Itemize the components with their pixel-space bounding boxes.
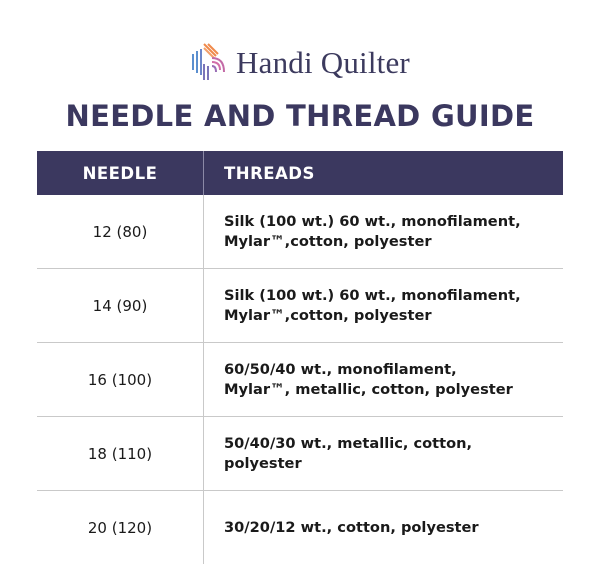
- threads-line: Mylar™, metallic, cotton, polyester: [224, 380, 513, 398]
- needle-size-cell: 12 (80): [37, 195, 204, 268]
- threads-line: Mylar™,cotton, polyester: [224, 232, 432, 250]
- threads-line: Silk (100 wt.) 60 wt., monofilament,: [224, 286, 521, 304]
- threads-line: 50/40/30 wt., metallic, cotton,: [224, 434, 473, 452]
- needle-size-cell: 20 (120): [37, 491, 204, 564]
- table-body: [37, 195, 563, 564]
- threads-line: 60/50/40 wt., monofilament,: [224, 360, 457, 378]
- threads-cell: [204, 343, 563, 416]
- page-title: NEEDLE AND THREAD GUIDE: [65, 99, 535, 133]
- table-row: [37, 195, 563, 269]
- table-row: [37, 417, 563, 491]
- striped-fan-icon: [190, 42, 230, 82]
- threads-cell: [204, 269, 563, 342]
- table-row: [37, 269, 563, 343]
- needle-size-cell: 16 (100): [37, 343, 204, 416]
- table-row: [37, 343, 563, 417]
- brand-name: Handi Quilter: [236, 44, 410, 80]
- threads-line: polyester: [224, 454, 302, 472]
- table-header: [37, 151, 563, 195]
- table-row: [37, 491, 563, 564]
- threads-line: Silk (100 wt.) 60 wt., monofilament,: [224, 212, 521, 230]
- threads-line: 30/20/12 wt., cotton, polyester: [224, 518, 479, 536]
- column-header-threads: THREADS: [224, 163, 315, 183]
- needle-size-cell: 18 (110): [37, 417, 204, 490]
- threads-cell: [204, 195, 563, 268]
- needle-thread-table: [37, 151, 563, 564]
- threads-cell: [204, 417, 563, 490]
- column-header-needle: NEEDLE: [37, 151, 204, 195]
- brand-logo: [0, 38, 600, 86]
- threads-line: Mylar™,cotton, polyester: [224, 306, 432, 324]
- threads-cell: [204, 491, 563, 564]
- needle-size-cell: 14 (90): [37, 269, 204, 342]
